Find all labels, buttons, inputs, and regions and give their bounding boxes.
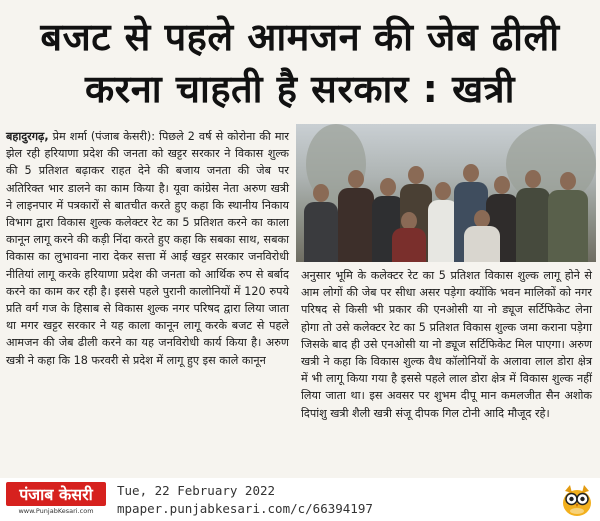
- person-figure: [304, 184, 338, 262]
- epaper-link[interactable]: mpaper.punjabkesari.com/c/66394197: [117, 501, 373, 516]
- article-text-right: अनुसार भूमि के कलेक्टर रेट का 5 प्रतिशत विकास शुल्क लागू होने से आम लोगों की जेब पर सीधा असर पड़ेगा क्योंकि भवन मालिकों को नगर परिषद से किसी भी प्रकार की एनओसी या नो ड्यूज सर्टिफिकेट लेना होगा तो उसे कलेक्टर रेट का 5 प्रतिशत विकास शुल्क जमा कराना पड़ेगा जिसके बाद ही उसे एनओसी या नो ड्यूज सर्टिफिकेट मिल पाएगा। अरुण खत्री ने कहा कि विकास शुल्क वैध कॉलोनियों के अलावा लाल डोरा क्षेत्र में भी लागू किया गया है इससे पहले लाल डोरा क्षेत्र में विकास शुल्क नहीं लिया जाता था। इस अवसर पर शुभम दीपू मान कमलजीत सैन अशोक दिपांशु खत्री शैली खत्री संजू दीपक गिल टोनी आदि मौजूद रहे।: [301, 269, 592, 420]
- person-figure: [464, 210, 500, 262]
- article-column-right: [301, 267, 592, 422]
- logo-text: पंजाब केसरी: [6, 482, 106, 506]
- group-photo: [296, 124, 596, 262]
- logo-url: www.PunjabKesari.com: [18, 507, 94, 515]
- person-figure: [338, 170, 374, 262]
- person-figure: [548, 172, 588, 262]
- headline-line-2: करना चाहती है सरकार : खत्री: [84, 67, 516, 111]
- article-text-left: प्रेम शर्मा (पंजाब केसरी): पिछले 2 वर्ष से कोरोना की मार झेल रही हरियाणा प्रदेश की जनता को खट्टर सरकार ने विकास शुल्क की 5 प्रतिशत बढ़ाकर राहत देने की बजाय जनता की जेब पर अतिरिक्त भार डालने का काम किया है। यूवा कांग्रेस नेता अरुण खत्री ने लाइनपार में पत्रकारों से बातचीत करते हुए कहा कि स्थानीय निकाय विभाग द्वारा विकास शुल्क कलेक्टर रेट का 5 प्रतिशत करने का काला कानून लागू करने की कड़ी निंदा करते हुए कहा कि सबका साथ, सबका विकास का लुभावना नारा देकर सत्ता में आई खट्टर सरकार जनविरोधी नीतियां लागू करके हरियाणा प्रदेश की जनता को आर्थिक रुप से बर्बाद करने का काम कर रही है। इससे पहले पुरानी कालोनियों में 120 रुपये प्रति वर्ग गज के हिसाब से विकास शुल्क नगर परिषद द्वारा लिया जाता था मगर खट्टर सरकार ने यह काला कानून लागू करके बजट से पहले आमजन की जेब ढीली करने का यह जनविरोधी कार्य किया है। अरुण खत्री ने कहा कि 18 फरवरी से प्रदेश में लागू हुए इस काले कानून: [6, 130, 289, 367]
- punjab-kesari-logo: [6, 480, 106, 516]
- dateline: बहादुरगढ़,: [6, 130, 49, 143]
- headline-line-1: बजट से पहले आमजन की जेब ढीली: [40, 15, 560, 59]
- person-figure: [392, 212, 426, 262]
- article-column-left: [6, 128, 289, 369]
- publication-date: Tue, 22 February 2022: [117, 483, 276, 498]
- owl-icon: [561, 483, 593, 517]
- person-figure: [516, 170, 550, 262]
